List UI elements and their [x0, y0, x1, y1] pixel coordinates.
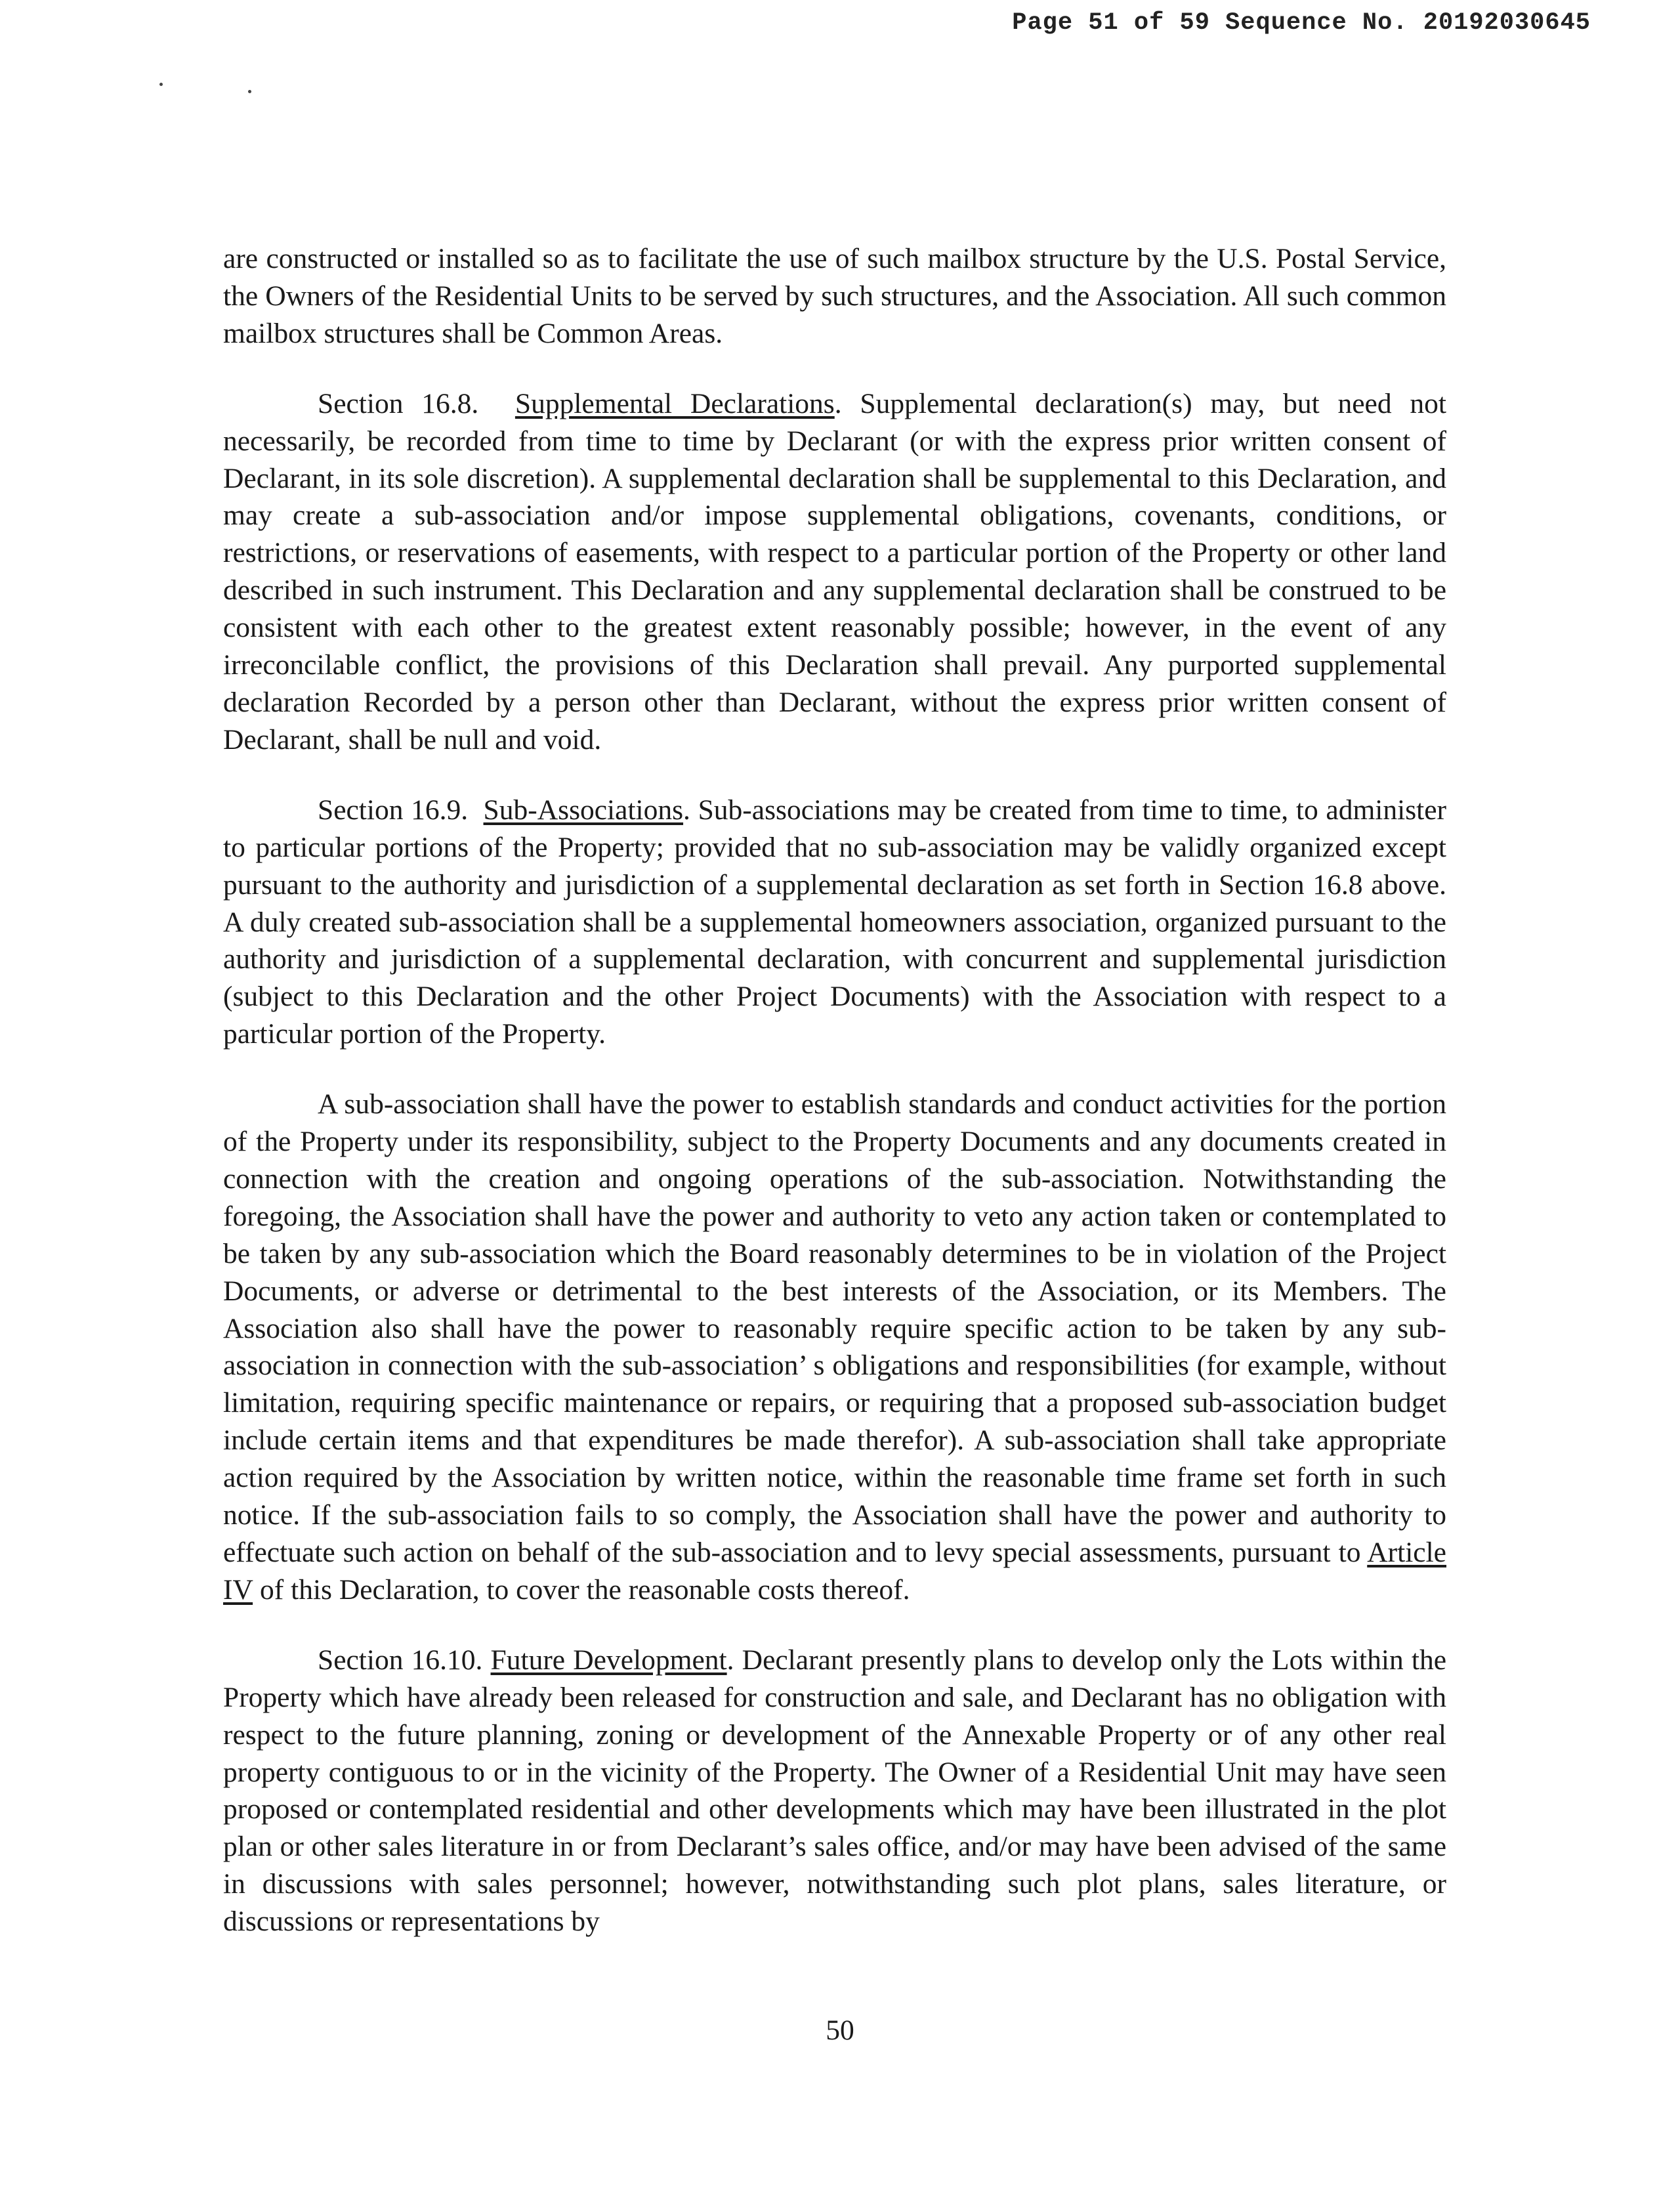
scan-speck	[248, 90, 251, 93]
document-body	[223, 240, 1446, 1940]
section-title: Sub-Associations	[483, 794, 684, 826]
article-iv-reference: Article IV	[223, 1537, 1446, 1606]
section-label: Section 16.9.	[318, 794, 469, 826]
page-sequence-header: Page 51 of 59 Sequence No. 20192030645	[1012, 9, 1591, 37]
section-label: Section 16.8.	[318, 387, 479, 419]
paragraph-sub-association-powers	[223, 1086, 1446, 1609]
section-text: . Sub-associations may be created from time to time, to administer to particular portions of the Property; provided that no sub-association may be validly organized except pursuant to the authority and jurisdiction of a supplemental declaration as set forth in Section 16.8 above. A duly created sub-association shall be a supplemental homeowners association, organized pursuant to the authority and jurisdiction of a supplemental declaration, with concurrent and supplemental jurisdiction (subject to this Declaration and the other Project Documents) with the Association with respect to a particular portion of the Property.	[223, 794, 1447, 1050]
section-16-9-sub-associations	[223, 792, 1446, 1053]
section-16-10-future-development	[223, 1642, 1446, 1940]
section-title: Supplemental Declarations	[514, 387, 835, 419]
page-number: 50	[826, 2014, 854, 2046]
section-title: Future Development	[490, 1644, 727, 1676]
section-text: . Supplemental declaration(s) may, but need not necessarily, be recorded from time to time by Declarant (or with the express prior written consent of Declarant, in its sole discretion). A supplemental declaration shall be supplemental to this Declaration, and may create a sub-association and/or impose supplemental obligations, covenants, conditions, or restrictions, or reservations of easements, with respect to a particular portion of the Property or other land described in such instrument. This Declaration and any supplemental declaration shall be construed to be consistent with each other to the greatest extent reasonably possible; however, in the event of any irreconcilable conflict, the provisions of this Declaration shall prevail. Any purported supplemental declaration Recorded by a person other than Declarant, without the express prior written consent of Declarant, shall be null and void.	[223, 387, 1446, 756]
section-label: Section 16.10.	[318, 1644, 483, 1676]
paragraph-mailbox-continuation: are constructed or installed so as to facilitate the use of such mailbox structure by the U.S. Postal Service, the Owners of the Residential Units to be served by such structures, and the Association. All such common mailbox structures shall be Common Areas.	[223, 243, 1446, 349]
paragraph-tail: of this Declaration, to cover the reasonable costs thereof.	[253, 1573, 910, 1606]
section-16-8-supplemental-declarations	[223, 385, 1446, 759]
section-text: . Declarant presently plans to develop only the Lots within the Property which have already been released for construction and sale, and Declarant has no obligation with respect to the future planning, zoning or development of the Annexable Property or of any other real property contiguous to or in the vicinity of the Property. The Owner of a Residential Unit may have seen proposed or contemplated residential and other developments which may have been illustrated in the plot plan or other sales literature in or from Declarant’s sales office, and/or may have been advised of the same in discussions with sales personnel; however, notwithstanding such plot plans, sales literature, or discussions or representations by	[223, 1644, 1447, 1938]
scan-speck	[159, 83, 163, 86]
paragraph-text: A sub-association shall have the power to establish standards and conduct activities for the portion of the Property under its responsibility, subject to the Property Documents and any documents created in connection with the creation and ongoing operations of the sub-association. Notwithstanding the foregoing, the Association shall have the power and authority to veto any action taken or contemplated to be taken by any sub-association which the Board reasonably determines to be in violation of the Project Documents, or adverse or detrimental to the best interests of the Association, or its Members. The Association also shall have the power to reasonably require specific action to be taken by any sub-association in connection with the sub-association’ s obligations and responsibilities (for example, without limitation, requiring specific maintenance or repairs, or requiring that a proposed sub-association budget include certain items and that expenditures be made therefor). A sub-association shall take appropriate action required by the Association by written notice, within the reasonable time frame set forth in such notice. If the sub-association fails to so comply, the Association shall have the power and authority to effectuate such action on behalf of the sub-association and to levy special assessments, pursuant to	[223, 1088, 1446, 1568]
